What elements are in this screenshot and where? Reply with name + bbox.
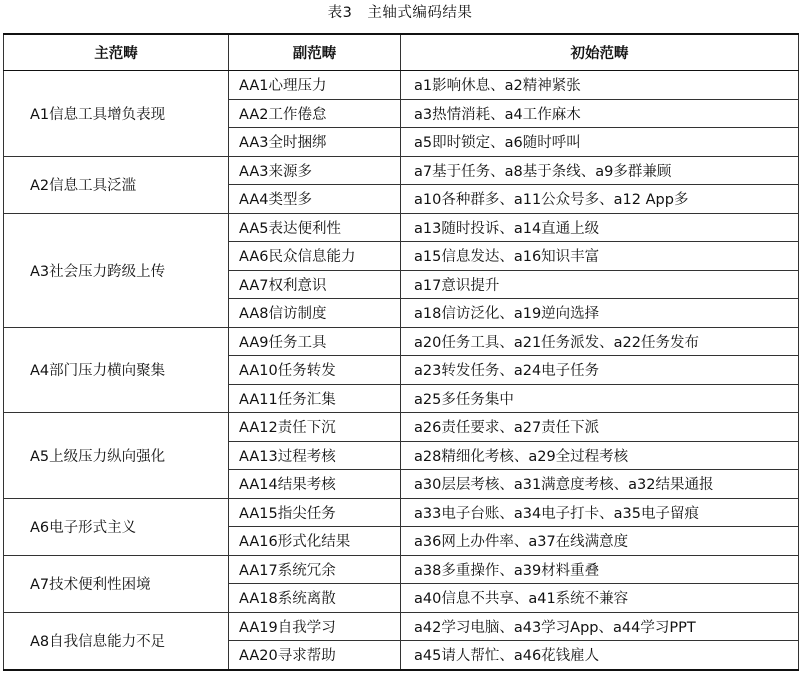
initial-category-cell: a36网上办件率、a37在线满意度 — [401, 527, 799, 556]
sub-category-cell: AA15指尖任务 — [229, 498, 401, 527]
sub-category-cell: AA14结果考核 — [229, 470, 401, 499]
header-main-category: 主范畴 — [4, 34, 229, 71]
initial-category-cell: a28精细化考核、a29全过程考核 — [401, 441, 799, 470]
sub-category-cell: AA17系统冗余 — [229, 555, 401, 584]
table-row — [4, 71, 799, 100]
coding-results-table — [3, 33, 799, 671]
main-category-cell: A1信息工具增负表现 — [4, 71, 229, 157]
sub-category-cell: AA5表达便利性 — [229, 213, 401, 242]
initial-category-cell: a5即时锁定、a6随时呼叫 — [401, 128, 799, 157]
header-sub-category: 副范畴 — [229, 34, 401, 71]
main-category-cell: A6电子形式主义 — [4, 498, 229, 555]
sub-category-cell: AA6民众信息能力 — [229, 242, 401, 271]
sub-category-cell: AA3来源多 — [229, 156, 401, 185]
table-row — [4, 327, 799, 356]
table-row — [4, 213, 799, 242]
initial-category-cell: a45请人帮忙、a46花钱雇人 — [401, 641, 799, 670]
sub-category-cell: AA7权利意识 — [229, 270, 401, 299]
table-row — [4, 156, 799, 185]
initial-category-cell: a18信访泛化、a19逆向选择 — [401, 299, 799, 328]
initial-category-cell: a23转发任务、a24电子任务 — [401, 356, 799, 385]
main-category-cell: A4部门压力横向聚集 — [4, 327, 229, 413]
sub-category-cell: AA20寻求帮助 — [229, 641, 401, 670]
initial-category-cell: a7基于任务、a8基于条线、a9多群兼顾 — [401, 156, 799, 185]
sub-category-cell: AA9任务工具 — [229, 327, 401, 356]
sub-category-cell: AA18系统离散 — [229, 584, 401, 613]
initial-category-cell: a15信息发达、a16知识丰富 — [401, 242, 799, 271]
table-row — [4, 413, 799, 442]
initial-category-cell: a3热情消耗、a4工作麻木 — [401, 99, 799, 128]
sub-category-cell: AA4类型多 — [229, 185, 401, 214]
initial-category-cell: a40信息不共享、a41系统不兼容 — [401, 584, 799, 613]
table-row — [4, 555, 799, 584]
main-category-cell: A5上级压力纵向强化 — [4, 413, 229, 499]
table-body — [4, 71, 799, 670]
sub-category-cell: AA10任务转发 — [229, 356, 401, 385]
initial-category-cell: a42学习电脑、a43学习App、a44学习PPT — [401, 612, 799, 641]
main-category-cell: A7技术便利性困境 — [4, 555, 229, 612]
sub-category-cell: AA1心理压力 — [229, 71, 401, 100]
initial-category-cell: a17意识提升 — [401, 270, 799, 299]
main-category-cell: A2信息工具泛滥 — [4, 156, 229, 213]
table-row — [4, 612, 799, 641]
sub-category-cell: AA8信访制度 — [229, 299, 401, 328]
initial-category-cell: a38多重操作、a39材料重叠 — [401, 555, 799, 584]
sub-category-cell: AA11任务汇集 — [229, 384, 401, 413]
table-caption: 表3 主轴式编码结果 — [327, 5, 473, 21]
header-initial-category: 初始范畴 — [401, 34, 799, 71]
header-row — [4, 34, 799, 71]
sub-category-cell: AA16形式化结果 — [229, 527, 401, 556]
sub-category-cell: AA2工作倦怠 — [229, 99, 401, 128]
main-category-cell: A3社会压力跨级上传 — [4, 213, 229, 327]
initial-category-cell: a26责任要求、a27责任下派 — [401, 413, 799, 442]
initial-category-cell: a30层层考核、a31满意度考核、a32结果通报 — [401, 470, 799, 499]
initial-category-cell: a33电子台账、a34电子打卡、a35电子留痕 — [401, 498, 799, 527]
main-category-cell: A8自我信息能力不足 — [4, 612, 229, 670]
initial-category-cell: a10各种群多、a11公众号多、a12 App多 — [401, 185, 799, 214]
sub-category-cell: AA3全时捆绑 — [229, 128, 401, 157]
initial-category-cell: a25多任务集中 — [401, 384, 799, 413]
initial-category-cell: a13随时投诉、a14直通上级 — [401, 213, 799, 242]
table-row — [4, 498, 799, 527]
sub-category-cell: AA13过程考核 — [229, 441, 401, 470]
sub-category-cell: AA19自我学习 — [229, 612, 401, 641]
sub-category-cell: AA12责任下沉 — [229, 413, 401, 442]
initial-category-cell: a1影响休息、a2精神紧张 — [401, 71, 799, 100]
initial-category-cell: a20任务工具、a21任务派发、a22任务发布 — [401, 327, 799, 356]
